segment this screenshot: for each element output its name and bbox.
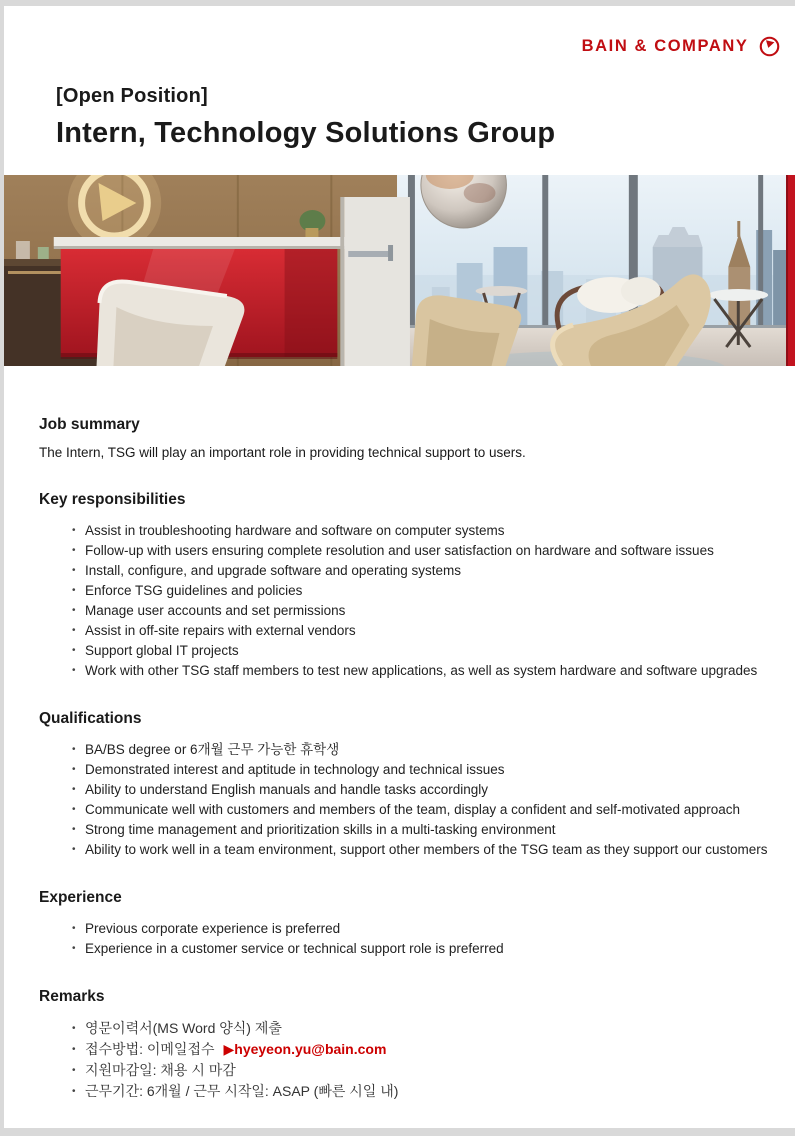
bullet-item: • Work with other TSG staff members to test new applications, as well as system hardware and software upgrades — [72, 661, 775, 681]
section-heading: Experience — [39, 889, 122, 906]
section-remarks — [39, 988, 775, 1102]
application-method-label: 접수방법: 이메일접수 — [85, 1041, 215, 1057]
bullet-item: • Assist in troubleshooting hardware and software on computer systems — [72, 521, 775, 541]
bullet-item: • 근무기간: 6개월 / 근무 시작일: ASAP (빠른 시일 내) — [72, 1081, 775, 1102]
bullet-list — [39, 1018, 775, 1102]
job-description — [4, 366, 795, 1102]
section-heading: Remarks — [39, 988, 105, 1005]
bullet-item: • Enforce TSG guidelines and policies — [72, 581, 775, 601]
page-title: Intern, Technology Solutions Group — [56, 117, 556, 149]
bullet-item: • Demonstrated interest and aptitude in technology and technical issues — [72, 760, 775, 780]
position-kicker: [Open Position] — [56, 85, 208, 107]
bullet-item: • 지원마감일: 채용 시 마감 — [72, 1060, 775, 1081]
section-heading: Key responsibilities — [39, 491, 186, 508]
bullet-item-application-method — [72, 1039, 775, 1060]
lounge-chair-middle — [412, 295, 521, 366]
section-qualifications — [39, 710, 775, 860]
bain-logo — [56, 36, 780, 60]
section-job-summary — [39, 416, 775, 462]
bullet-list — [39, 740, 775, 860]
office-photo — [4, 175, 795, 366]
bullet-item: • BA/BS degree or 6개월 근무 가능한 휴학생 — [72, 740, 775, 760]
bullet-item: • Experience in a customer service or technical support role is preferred — [72, 939, 775, 959]
bullet-item: • Ability to work well in a team environment, support other members of the TSG team as they support our customers — [72, 840, 775, 860]
bullet-item: • Previous corporate experience is preferred — [72, 919, 775, 939]
bullet-list — [39, 521, 775, 681]
section-key-responsibilities — [39, 491, 775, 681]
application-email-link[interactable]: ▶hyeyeon.yu@bain.com — [223, 1041, 387, 1057]
page-header — [4, 6, 795, 150]
office-door — [340, 197, 410, 366]
bullet-item: • Follow-up with users ensuring complete resolution and user satisfaction on hardware and software issues — [72, 541, 775, 561]
lounge-chair-left — [97, 281, 245, 366]
bullet-item: • Assist in off-site repairs with external vendors — [72, 621, 775, 641]
bullet-item: • Communicate well with customers and members of the team, display a confident and self-motivated approach — [72, 800, 775, 820]
job-summary-text: The Intern, TSG will play an important role in providing technical support to users. — [39, 445, 526, 460]
red-wall-stripe — [786, 175, 795, 366]
bullet-item: • Strong time management and prioritization skills in a multi-tasking environment — [72, 820, 775, 840]
bullet-item: • Ability to understand English manuals and handle tasks accordingly — [72, 780, 775, 800]
section-heading: Job summary — [39, 416, 140, 433]
bullet-item: • 영문이력서(MS Word 양식) 제출 — [72, 1018, 775, 1039]
document-page — [4, 6, 795, 1128]
bain-logo-icon — [759, 36, 780, 57]
bullet-item: • Manage user accounts and set permissions — [72, 601, 775, 621]
bullet-item: • Support global IT projects — [72, 641, 775, 661]
section-experience — [39, 889, 775, 959]
bain-wordmark: BAIN & COMPANY — [581, 37, 749, 55]
bullet-list — [39, 919, 775, 959]
section-heading: Qualifications — [39, 710, 142, 727]
bullet-item: • Install, configure, and upgrade software and operating systems — [72, 561, 775, 581]
office-photo-illustration — [4, 175, 795, 366]
